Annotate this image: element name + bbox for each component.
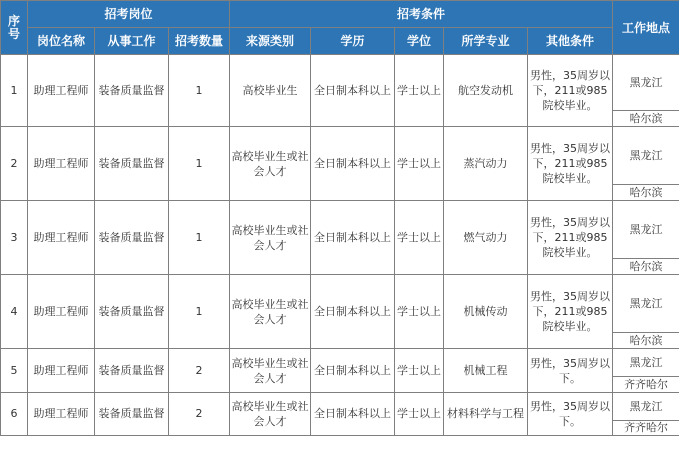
header-source: 来源类别 — [230, 28, 311, 55]
cell-other: 男性，35周岁以下，211或985院校毕业。 — [528, 275, 613, 349]
cell-seq: 5 — [1, 349, 28, 393]
cell-post: 助理工程师 — [28, 349, 95, 393]
cell-seq: 6 — [1, 393, 28, 436]
header-other: 其他条件 — [528, 28, 613, 55]
table-row — [1, 55, 679, 111]
cell-source: 高校毕业生或社会人才 — [230, 275, 311, 349]
cell-city: 哈尔滨 — [613, 333, 679, 349]
table-row — [1, 201, 679, 259]
cell-degree: 学士以上 — [395, 55, 444, 127]
cell-province: 黑龙江 — [613, 393, 679, 421]
table-row — [1, 349, 679, 377]
cell-province: 黑龙江 — [613, 275, 679, 333]
cell-city: 齐齐哈尔 — [613, 421, 679, 436]
cell-work: 装备质量监督 — [95, 201, 169, 275]
cell-education: 全日制本科以上 — [311, 393, 395, 436]
header-degree: 学位 — [395, 28, 444, 55]
header-group-conditions: 招考条件 — [230, 1, 613, 28]
cell-count: 2 — [169, 349, 230, 393]
table-row — [1, 275, 679, 333]
cell-degree: 学士以上 — [395, 393, 444, 436]
cell-work: 装备质量监督 — [95, 127, 169, 201]
cell-major: 机械工程 — [444, 349, 528, 393]
cell-education: 全日制本科以上 — [311, 349, 395, 393]
cell-source: 高校毕业生或社会人才 — [230, 201, 311, 275]
cell-city: 齐齐哈尔 — [613, 377, 679, 393]
table-row — [1, 393, 679, 421]
cell-education: 全日制本科以上 — [311, 201, 395, 275]
cell-province: 黑龙江 — [613, 201, 679, 259]
cell-education: 全日制本科以上 — [311, 275, 395, 349]
cell-city: 哈尔滨 — [613, 259, 679, 275]
cell-work: 装备质量监督 — [95, 349, 169, 393]
cell-work: 装备质量监督 — [95, 55, 169, 127]
header-group-post: 招考岗位 — [28, 1, 230, 28]
cell-province: 黑龙江 — [613, 55, 679, 111]
cell-major: 航空发动机 — [444, 55, 528, 127]
cell-other: 男性，35周岁以下。 — [528, 349, 613, 393]
cell-count: 1 — [169, 275, 230, 349]
cell-post: 助理工程师 — [28, 393, 95, 436]
cell-count: 2 — [169, 393, 230, 436]
cell-post: 助理工程师 — [28, 55, 95, 127]
cell-province: 黑龙江 — [613, 127, 679, 185]
cell-other: 男性，35周岁以下。 — [528, 393, 613, 436]
cell-city: 哈尔滨 — [613, 111, 679, 127]
cell-degree: 学士以上 — [395, 275, 444, 349]
cell-seq: 2 — [1, 127, 28, 201]
cell-other: 男性，35周岁以下，211或985院校毕业。 — [528, 127, 613, 201]
cell-work: 装备质量监督 — [95, 275, 169, 349]
cell-count: 1 — [169, 127, 230, 201]
cell-source: 高校毕业生或社会人才 — [230, 127, 311, 201]
cell-post: 助理工程师 — [28, 127, 95, 201]
header-education: 学历 — [311, 28, 395, 55]
cell-post: 助理工程师 — [28, 275, 95, 349]
cell-degree: 学士以上 — [395, 349, 444, 393]
header-work: 从事工作 — [95, 28, 169, 55]
cell-post: 助理工程师 — [28, 201, 95, 275]
cell-other: 男性，35周岁以下，211或985院校毕业。 — [528, 55, 613, 127]
cell-province: 黑龙江 — [613, 349, 679, 377]
cell-major: 蒸汽动力 — [444, 127, 528, 201]
table-row — [1, 127, 679, 185]
cell-education: 全日制本科以上 — [311, 127, 395, 201]
cell-major: 机械传动 — [444, 275, 528, 349]
header-seq: 序 号 — [1, 1, 28, 55]
cell-degree: 学士以上 — [395, 127, 444, 201]
cell-count: 1 — [169, 201, 230, 275]
cell-seq: 1 — [1, 55, 28, 127]
cell-education: 全日制本科以上 — [311, 55, 395, 127]
cell-other: 男性，35周岁以下，211或985院校毕业。 — [528, 201, 613, 275]
cell-seq: 4 — [1, 275, 28, 349]
cell-source: 高校毕业生或社会人才 — [230, 349, 311, 393]
cell-degree: 学士以上 — [395, 201, 444, 275]
header-major: 所学专业 — [444, 28, 528, 55]
header-location: 工作地点 — [613, 1, 679, 55]
cell-seq: 3 — [1, 201, 28, 275]
cell-source: 高校毕业生或社会人才 — [230, 393, 311, 436]
cell-major: 材料科学与工程 — [444, 393, 528, 436]
cell-city: 哈尔滨 — [613, 185, 679, 201]
cell-work: 装备质量监督 — [95, 393, 169, 436]
header-post-name: 岗位名称 — [28, 28, 95, 55]
cell-count: 1 — [169, 55, 230, 127]
header-count: 招考数量 — [169, 28, 230, 55]
cell-source: 高校毕业生 — [230, 55, 311, 127]
cell-major: 燃气动力 — [444, 201, 528, 275]
